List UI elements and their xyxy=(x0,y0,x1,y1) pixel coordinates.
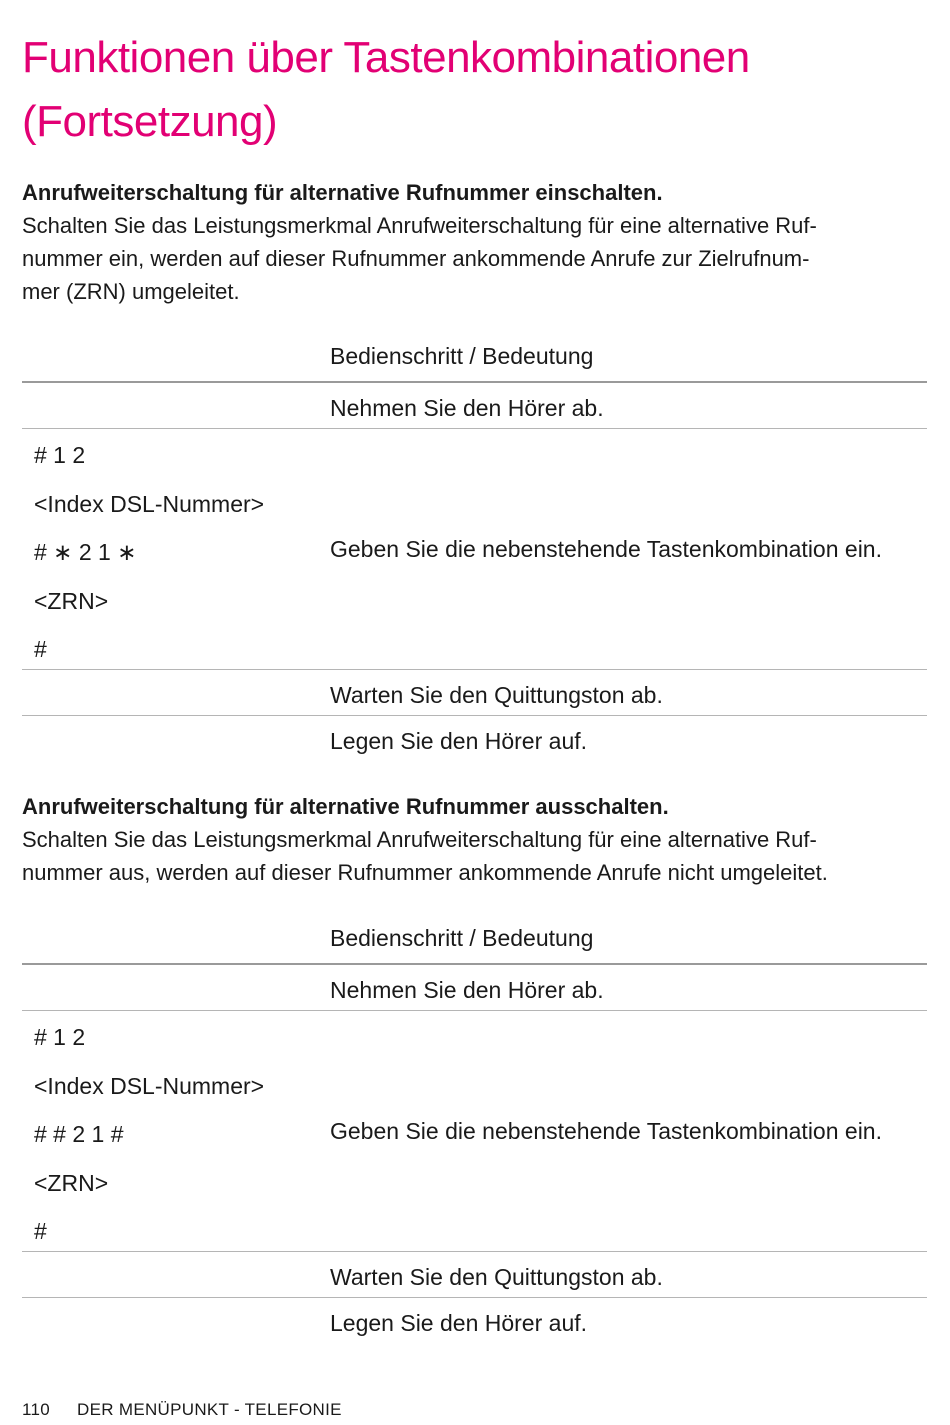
step-text: Nehmen Sie den Hörer ab. xyxy=(330,395,604,421)
section-disable xyxy=(22,790,927,889)
footer-section-label: DER MENÜPUNKT - TELEFONIE xyxy=(77,1400,342,1419)
section-body-line: mer (ZRN) umgeleitet. xyxy=(22,279,240,304)
page-footer xyxy=(22,1400,364,1420)
table-row xyxy=(22,1252,927,1298)
step-text: Legen Sie den Hörer auf. xyxy=(330,728,588,754)
table-header xyxy=(22,915,927,965)
key-line: # # 2 1 # xyxy=(34,1121,124,1147)
key-line: <Index DSL-Nummer> xyxy=(34,1072,265,1099)
page-number: 110 xyxy=(22,1400,51,1419)
key-line: <ZRN> xyxy=(34,587,109,614)
section-body-line: nummer aus, werden auf dieser Rufnummer ankommende Anrufe nicht umgeleitet. xyxy=(22,860,828,885)
page-title-line-2: (Fortsetzung) xyxy=(22,97,278,146)
table-header-label: Bedienschritt / Bedeutung xyxy=(330,925,594,951)
steps-table-enable xyxy=(22,333,927,761)
key-line: # xyxy=(34,636,47,662)
table-header-label: Bedienschritt / Bedeutung xyxy=(330,343,594,369)
key-line: # ∗ 2 1 ∗ xyxy=(34,539,137,565)
key-line: <Index DSL-Nummer> xyxy=(34,490,265,517)
page-title-line-1: Funktionen über Tastenkombinationen xyxy=(22,33,750,82)
key-line: # 1 2 xyxy=(34,442,86,468)
table-row xyxy=(22,670,927,716)
key-combination xyxy=(34,1023,264,1266)
table-row xyxy=(22,383,927,429)
step-text: Geben Sie die nebenstehende Tastenkombination ein. xyxy=(330,1118,882,1144)
table-row-keys xyxy=(22,429,927,670)
step-text: Legen Sie den Hörer auf. xyxy=(330,1310,588,1336)
key-line: # 1 2 xyxy=(34,1024,86,1050)
section-heading: Anrufweiterschaltung für alternative Rufnummer ausschalten. xyxy=(22,794,669,819)
steps-table-disable xyxy=(22,915,927,1343)
table-header xyxy=(22,333,927,383)
step-text: Warten Sie den Quittungston ab. xyxy=(330,682,663,708)
key-line: # xyxy=(34,1218,47,1244)
step-text: Nehmen Sie den Hörer ab. xyxy=(330,977,604,1003)
step-text: Warten Sie den Quittungston ab. xyxy=(330,1264,663,1290)
table-row xyxy=(22,1298,927,1343)
section-body-line: Schalten Sie das Leistungsmerkmal Anrufweiterschaltung für eine alternative Ruf- xyxy=(22,213,817,238)
table-row xyxy=(22,965,927,1011)
section-enable xyxy=(22,176,927,308)
key-line: <ZRN> xyxy=(34,1169,109,1196)
key-combination xyxy=(34,441,264,684)
step-text: Geben Sie die nebenstehende Tastenkombination ein. xyxy=(330,536,882,562)
table-row-keys xyxy=(22,1011,927,1252)
section-body-line: Schalten Sie das Leistungsmerkmal Anrufweiterschaltung für eine alternative Ruf- xyxy=(22,827,817,852)
section-heading: Anrufweiterschaltung für alternative Rufnummer einschalten. xyxy=(22,180,663,205)
page-title xyxy=(22,26,922,154)
section-body-line: nummer ein, werden auf dieser Rufnummer ankommende Anrufe zur Zielrufnum- xyxy=(22,246,810,271)
table-row xyxy=(22,716,927,761)
